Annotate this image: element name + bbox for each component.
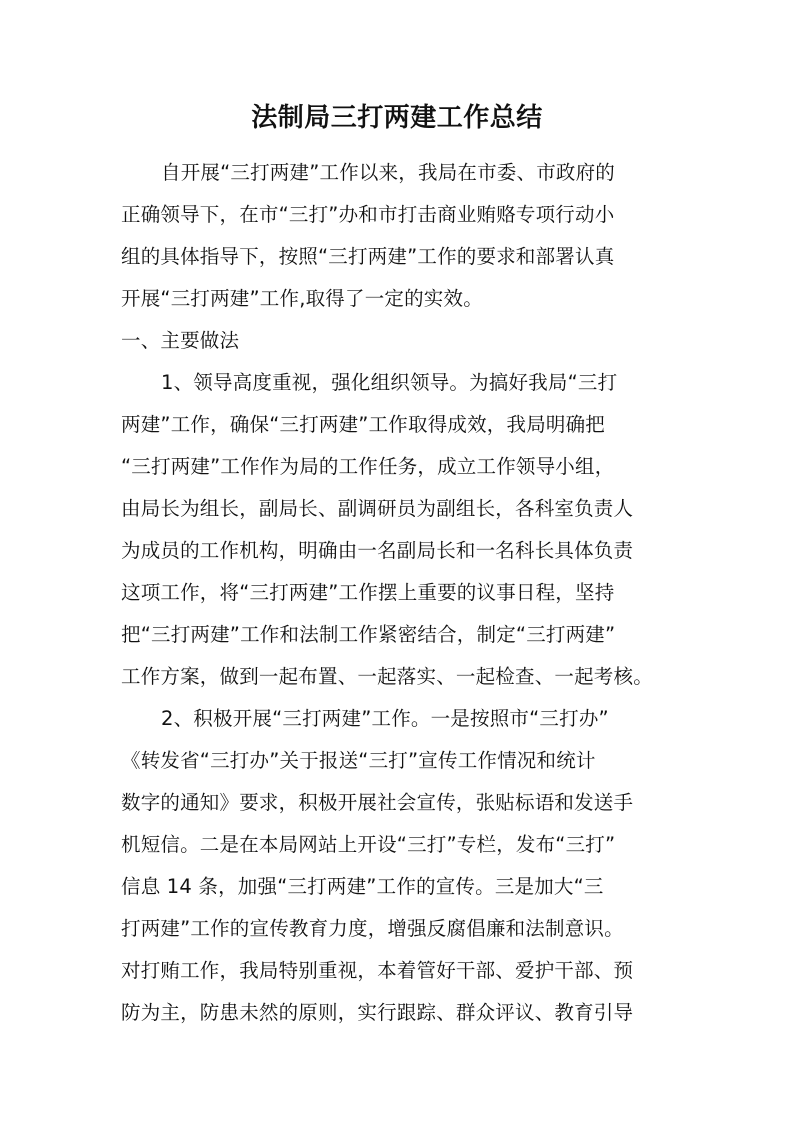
paragraph-line: 《转发省“三打办”关于报送“三打”宣传工作情况和统计 <box>121 749 596 772</box>
section-heading: 一、主要做法 <box>121 329 240 352</box>
paragraph-line: 打两建”工作的宣传教育力度，增强反腐倡廉和法制意识。 <box>121 917 624 940</box>
paragraph-line: 机短信。二是在本局网站上开设“三打”专栏，发布“三打” <box>121 833 616 856</box>
paragraph-line: 1、领导高度重视，强化组织领导。为搞好我局“三打 <box>161 371 618 394</box>
paragraph-line: “三打两建”工作作为局的工作任务，成立工作领导小组， <box>121 455 615 478</box>
paragraph-line: 由局长为组长，副局长、副调研员为副组长，各科室负责人 <box>121 497 634 520</box>
paragraph-line: 对打贿工作，我局特别重视，本着管好干部、爱护干部、预 <box>121 959 634 982</box>
paragraph-line: 组的具体指导下，按照“三打两建”工作的要求和部署认真 <box>121 245 615 268</box>
paragraph-line: 这项工作，将“三打两建”工作摆上重要的议事日程，坚持 <box>121 581 615 604</box>
paragraph-line: 为成员的工作机构，明确由一名副局长和一名科长具体负责 <box>121 539 634 562</box>
document-title: 法制局三打两建工作总结 <box>251 103 543 133</box>
paragraph-line: 防为主，防患未然的原则，实行跟踪、群众评议、教育引导 <box>121 1001 634 1024</box>
paragraph-line: 两建”工作，确保“三打两建”工作取得成效，我局明确把 <box>121 413 606 436</box>
paragraph-line: 2、积极开展“三打两建”工作。一是按照市“三打办” <box>161 707 609 730</box>
paragraph-line: 信息 14 条，加强“三打两建”工作的宣传。三是加大“三 <box>121 875 604 898</box>
paragraph-line: 工作方案，做到一起布置、一起落实、一起检查、一起考核。 <box>121 665 653 688</box>
paragraph-line: 正确领导下，在市“三打”办和市打击商业贿赂专项行动小 <box>121 203 615 226</box>
paragraph-line: 把“三打两建”工作和法制工作紧密结合，制定“三打两建” <box>121 623 616 646</box>
paragraph-line: 数字的通知》要求，积极开展社会宣传，张贴标语和发送手 <box>121 791 634 814</box>
paragraph-line: 开展“三打两建”工作,取得了一定的实效。 <box>121 287 483 310</box>
paragraph-line: 自开展“三打两建”工作以来，我局在市委、市政府的 <box>161 161 616 184</box>
